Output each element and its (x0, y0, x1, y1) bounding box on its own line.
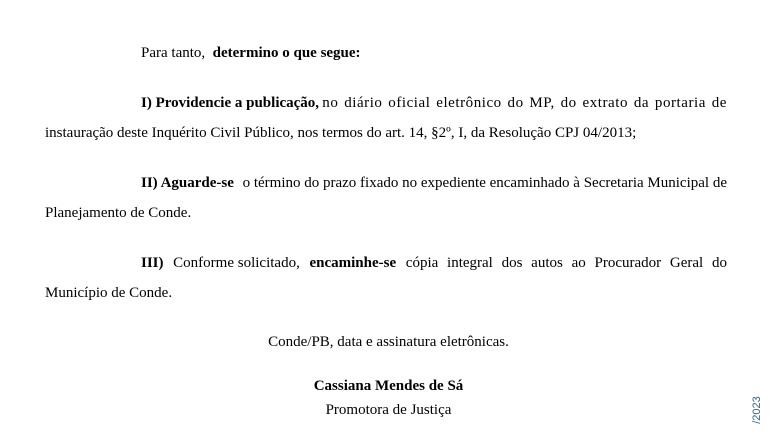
signature-name: Cassiana Mendes de Sá (313, 378, 464, 394)
item1-rest: no diário oficial eletrônico do MP, do extrato da portaria de (322, 95, 727, 111)
item3-bold-numeral: III) (141, 255, 164, 271)
item2-line1 (141, 174, 727, 192)
item3-line1 (141, 254, 727, 272)
intro-prefix: Para tanto, (141, 45, 206, 61)
item3-mid: Conforme solicitado, (173, 255, 300, 271)
item2-rest: o término do prazo fixado no expediente encaminhado à Secretaria Municipal de (242, 175, 727, 191)
item2-line2: Planejamento de Conde. (45, 205, 192, 221)
item1-line2: instauração deste Inquérito Civil Público, nos termos do art. 14, §2º, I, da Resolução CPJ 04/2013; (45, 125, 637, 141)
intro-bold: determino o que segue: (212, 45, 361, 61)
item3-bold-verb: encaminhe-se (309, 255, 397, 271)
item2-bold: II) Aguarde-se (141, 175, 234, 191)
item3-rest: cópia integral dos autos ao Procurador Geral do (405, 255, 727, 271)
closing-line: Conde/PB, data e assinatura eletrônicas. (268, 334, 509, 350)
item3-line2: Município de Conde. (45, 285, 173, 301)
item1-line1 (141, 94, 727, 112)
item1-bold: I) Providencie a publicação, (141, 95, 320, 111)
signature-title: Promotora de Justiça (325, 402, 452, 418)
side-stamp-text: /2023 (751, 396, 764, 424)
intro-line (141, 44, 361, 62)
